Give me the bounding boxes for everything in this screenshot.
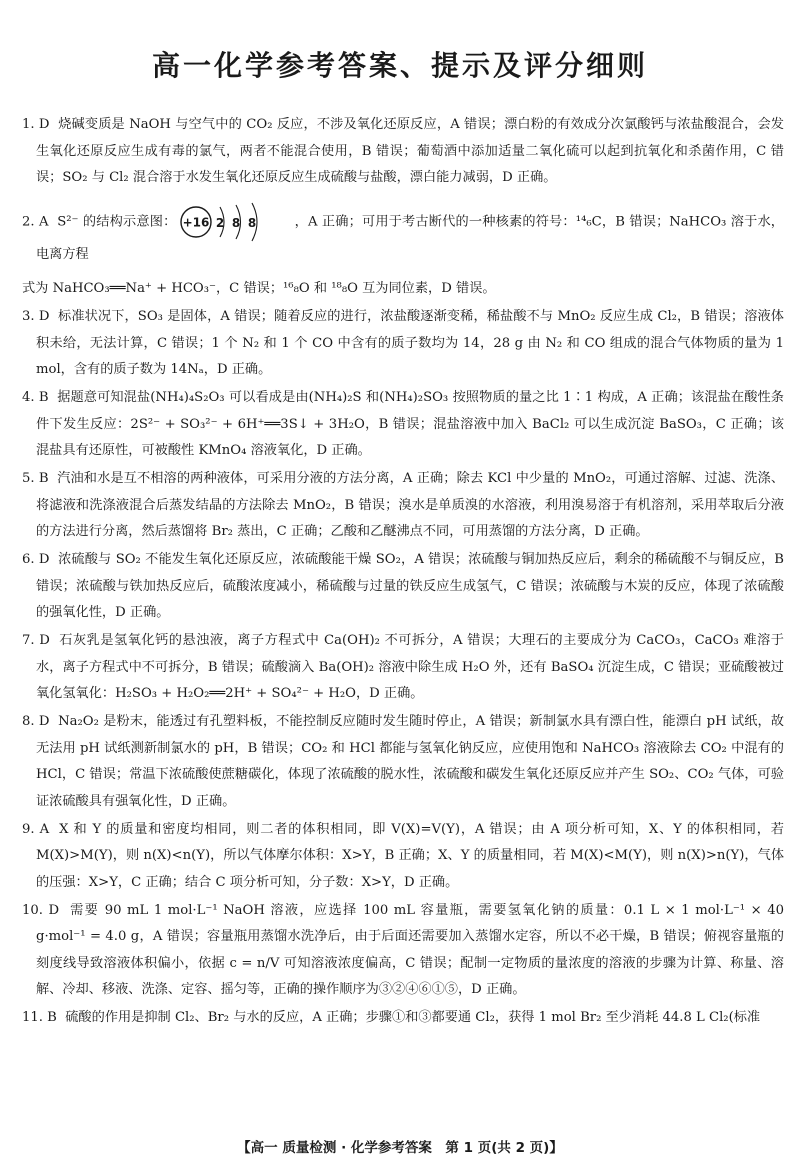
answer-number: 11. B	[22, 1010, 57, 1025]
answer-number: 3. D	[22, 309, 50, 324]
shell-electrons-2: 8	[232, 215, 241, 230]
answer-item-4	[22, 385, 784, 465]
answer-number: 8. D	[22, 714, 50, 729]
answer-item-8	[22, 709, 784, 815]
nucleus-charge: +16	[183, 215, 210, 229]
answer-text: 烧碱变质是 NaOH 与空气中的 CO₂ 反应，不涉及氧化还原反应，A 错误；漂白粉的有效成分次氯酸钙与浓盐酸混合，会发生氧化还原反应生成有毒的氯气，两者不能混合使用，B 错误；葡萄酒中添加适量二氧化硫可以起到抗氧化和杀菌作用，C 错误；SO₂ 与 Cl₂ 混合溶于水发生氧化还原反应生成硫酸与盐酸，漂白能力减弱，D 正确。	[36, 117, 784, 185]
answer-item-7	[22, 628, 784, 708]
answer-text: 据题意可知混盐(NH₄)₄S₂O₃ 可以看成是由(NH₄)₂S 和(NH₄)₂SO₃ 按照物质的量之比 1∶1 构成，A 正确；该混盐在酸性条件下发生反应：2S²⁻ + SO₃²⁻ + 6H⁺══3S↓ + 3H₂O，B 错误；混盐溶液中加入 BaCl₂ 可以生成沉淀 BaSO₃，C 正确；该混盐具有还原性，可被酸性 KMnO₄ 溶液氧化，D 正确。	[36, 390, 784, 458]
answer-number: 4. B	[22, 390, 49, 405]
answer-text-tail: 式为 NaHCO₃══Na⁺ + HCO₃⁻，C 错误；¹⁶₈O 和 ¹⁸₈O 互为同位素，D 错误。	[22, 281, 496, 296]
answer-text: 石灰乳是氢氧化钙的悬浊液，离子方程式中 Ca(OH)₂ 不可拆分，A 错误；大理石的主要成分为 CaCO₃，CaCO₃ 难溶于水，离子方程式中不可拆分，B 错误；硫酸滴入 Ba(OH)₂ 溶液中除生成 H₂O 外，还有 BaSO₄ 沉淀生成，C 错误；亚硫酸被过氧化氢氧化：H₂SO₃ + H₂O₂══2H⁺ + SO₄²⁻ + H₂O，D 正确。	[36, 633, 784, 701]
answer-number: 6. D	[22, 552, 50, 567]
answer-text: 硫酸的作用是抑制 Cl₂、Br₂ 与水的反应，A 正确；步骤①和③都要通 Cl₂，获得 1 mol Br₂ 至少消耗 44.8 L Cl₂(标准	[65, 1010, 761, 1025]
answer-item-9	[22, 817, 784, 897]
sulfide-ion-structure-diagram	[176, 202, 294, 242]
answer-text: 汽油和水是互不相溶的两种液体，可采用分液的方法分离，A 正确；除去 KCl 中少量的 MnO₂，可通过溶解、过滤、洗涤、将滤液和洗涤液混合后蒸发结晶的方法除去 MnO₂，B 错误；溴水是单质溴的水溶液，利用溴易溶于有机溶剂，采用萃取后分液的方法进行分离，然后蒸馏将 Br₂ 蒸出，C 正确；乙酸和乙醚沸点不同，可用蒸馏的方法分离，D 正确。	[36, 471, 785, 539]
answer-item-10	[22, 898, 784, 1004]
answer-text: 标准状况下，SO₃ 是固体，A 错误；随着反应的进行，浓盐酸逐渐变稀，稀盐酸不与 MnO₂ 反应生成 Cl₂，B 错误；溶液体积未给，无法计算，C 错误；1 个 N₂ 和 1 个 CO 中含有的质子数均为 14，28 g 由 N₂ 和 CO 组成的混合气体物质的量为 1 mol，含有的质子数为 14Nₐ，D 正确。	[36, 309, 784, 377]
answer-item-1	[22, 112, 784, 192]
answer-list	[22, 112, 784, 1033]
shell-electrons-3: 8	[248, 215, 257, 230]
answer-item-6	[22, 547, 784, 627]
answer-number: 1. D	[22, 117, 50, 132]
answer-text: 需要 90 mL 1 mol·L⁻¹ NaOH 溶液，应选择 100 mL 容量瓶，需要氢氧化钠的质量：0.1 L × 1 mol·L⁻¹ × 40 g·mol⁻¹ = 4.0 g，A 错误；容量瓶用蒸馏水洗净后，由于后面还需要加入蒸馏水定容，所以不必干燥，B 错误；俯视容量瓶的刻度线导致溶液体积偏小，依据 c = n/V 可知溶液浓度偏高，C 错误；配制一定物质的量浓度的溶液的步骤为计算、称量、溶解、冷却、移液、洗涤、定容、摇匀等，正确的操作顺序为③②④⑥①⑤，D 正确。	[36, 902, 784, 997]
answer-number: 5. B	[22, 471, 49, 486]
answer-number: 10. D	[22, 902, 60, 918]
page-title: 高一化学参考答案、提示及评分细则	[151, 49, 648, 82]
answer-text: S²⁻ 的结构示意图：	[57, 214, 177, 229]
answer-number: 7. D	[22, 633, 50, 648]
answer-item-5	[22, 466, 784, 546]
page-footer: 【高一 质量检测 · 化学参考答案 第 1 页(共 2 页)】	[237, 1140, 563, 1156]
answer-item-3	[22, 304, 784, 384]
answer-text: 浓硫酸与 SO₂ 不能发生氧化还原反应，浓硫酸能干燥 SO₂，A 错误；浓硫酸与铜加热反应后，剩余的稀硫酸不与铜反应，B 错误；浓硫酸与铁加热反应后，硫酸浓度减小，稀硫酸与过量的铁反应生成氢气，C 错误；浓硫酸与木炭的反应，体现了浓硫酸的强氧化性，D 正确。	[36, 552, 784, 620]
shell-electrons-1: 2	[216, 215, 225, 230]
answer-number: 9. A	[22, 821, 50, 837]
answer-item-2	[22, 202, 784, 303]
answer-text-continued: ，A 正确；可用于考古断代的一种核素的符号：¹⁴₆C，B 错误；NaHCO₃ 溶于水，电离方程	[36, 214, 784, 262]
answer-text: X 和 Y 的质量和密度均相同，则二者的体积相同，即 V(X)=V(Y)，A 错误；由 A 项分析可知，X、Y 的体积相同，若 M(X)>M(Y)，则 n(X)<n(Y)，所以气体摩尔体积：X>Y，B 正确；X、Y 的质量相同，若 M(X)<M(Y)，则 n(X)>n(Y)，气体的压强：X>Y，C 正确；结合 C 项分析可知，分子数：X>Y，D 正确。	[36, 821, 785, 890]
answer-number: 2. A	[22, 214, 49, 229]
answer-text: Na₂O₂ 是粉末，能透过有孔塑料板，不能控制反应随时发生随时停止，A 错误；新制氯水具有漂白性，能漂白 pH 试纸，故无法用 pH 试纸测新制氯水的 pH，B 错误；CO₂ 和 HCl 都能与氢氧化钠反应，应使用饱和 NaHCO₃ 溶液除去 CO₂ 中混有的 HCl，C 错误；常温下浓硫酸使蔗糖碳化，体现了浓硫酸的脱水性，浓硫酸和碳发生氧化还原反应并产生 SO₂、CO₂ 气体，可验证浓硫酸具有强氧化性，D 正确。	[36, 714, 784, 809]
answer-item-11	[22, 1005, 784, 1032]
